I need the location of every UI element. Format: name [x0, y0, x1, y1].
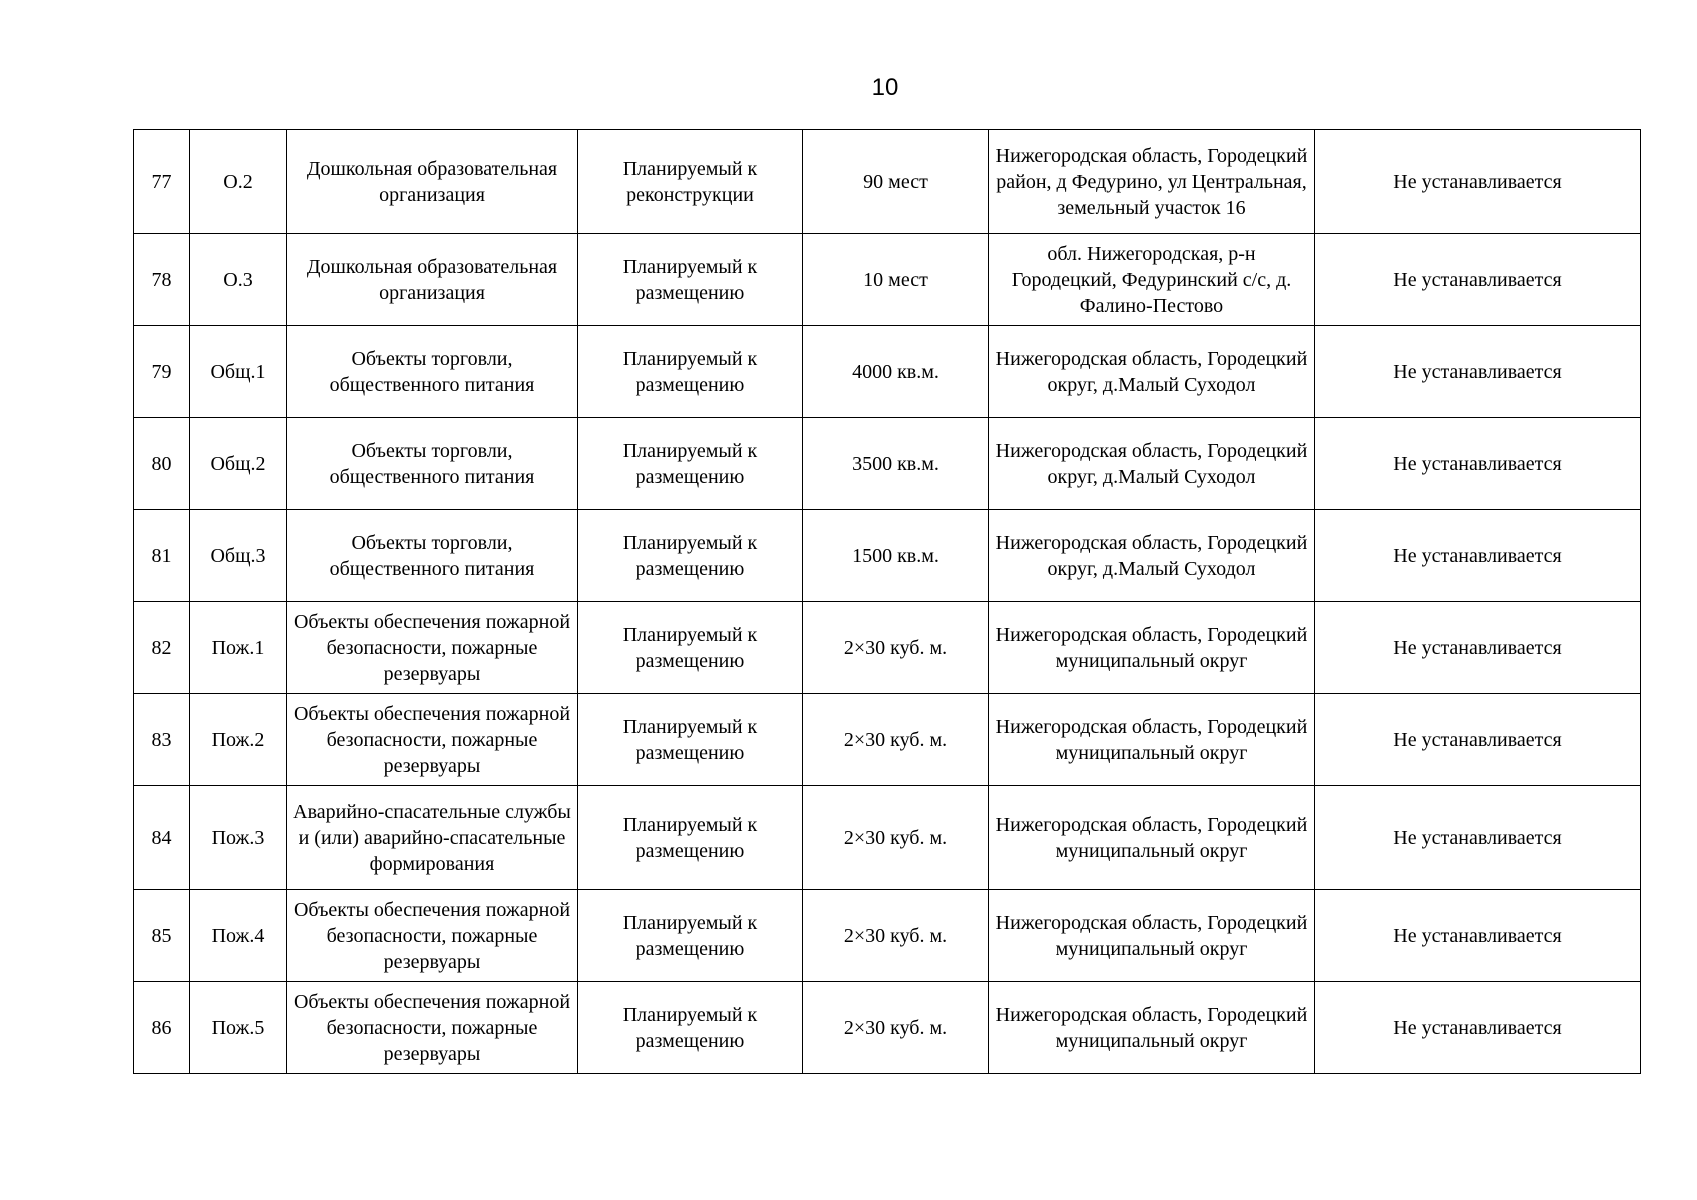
object-location: Нижегородская область, Городецкий округ, д.Малый Суходол — [989, 510, 1315, 602]
object-status: Планируемый к размещению — [578, 418, 803, 510]
row-number: 84 — [134, 786, 190, 890]
object-location: Нижегородская область, Городецкий муниципальный округ — [989, 694, 1315, 786]
table-row — [134, 234, 1641, 326]
object-capacity: 2×30 куб. м. — [803, 694, 989, 786]
row-number: 77 — [134, 130, 190, 234]
object-capacity: 1500 кв.м. — [803, 510, 989, 602]
row-number: 86 — [134, 982, 190, 1074]
object-zone: Не устанавливается — [1315, 130, 1641, 234]
object-location: Нижегородская область, Городецкий район, д Федурино, ул Центральная, земельный участок 16 — [989, 130, 1315, 234]
object-location: Нижегородская область, Городецкий муниципальный округ — [989, 890, 1315, 982]
object-code: Пож.3 — [190, 786, 287, 890]
object-zone: Не устанавливается — [1315, 418, 1641, 510]
object-code: Пож.2 — [190, 694, 287, 786]
object-code: Пож.5 — [190, 982, 287, 1074]
object-name: Объекты обеспечения пожарной безопасности, пожарные резервуары — [287, 982, 578, 1074]
row-number: 82 — [134, 602, 190, 694]
page-number: 10 — [871, 74, 899, 101]
object-name: Объекты торговли, общественного питания — [287, 418, 578, 510]
object-location: Нижегородская область, Городецкий округ, д.Малый Суходол — [989, 326, 1315, 418]
object-capacity: 2×30 куб. м. — [803, 602, 989, 694]
object-status: Планируемый к размещению — [578, 510, 803, 602]
object-location: Нижегородская область, Городецкий муниципальный округ — [989, 786, 1315, 890]
table-row — [134, 982, 1641, 1074]
object-zone: Не устанавливается — [1315, 786, 1641, 890]
table-row — [134, 602, 1641, 694]
object-code: О.2 — [190, 130, 287, 234]
object-zone: Не устанавливается — [1315, 694, 1641, 786]
object-capacity: 4000 кв.м. — [803, 326, 989, 418]
object-capacity: 3500 кв.м. — [803, 418, 989, 510]
object-status: Планируемый к размещению — [578, 890, 803, 982]
object-status: Планируемый к размещению — [578, 786, 803, 890]
objects-table — [133, 129, 1641, 1074]
object-status: Планируемый к размещению — [578, 602, 803, 694]
object-status: Планируемый к реконструкции — [578, 130, 803, 234]
object-code: Общ.1 — [190, 326, 287, 418]
row-number: 81 — [134, 510, 190, 602]
object-capacity: 2×30 куб. м. — [803, 890, 989, 982]
object-zone: Не устанавливается — [1315, 890, 1641, 982]
table-row — [134, 130, 1641, 234]
table-row — [134, 694, 1641, 786]
table-row — [134, 326, 1641, 418]
object-name: Объекты обеспечения пожарной безопасности, пожарные резервуары — [287, 694, 578, 786]
row-number: 80 — [134, 418, 190, 510]
object-status: Планируемый к размещению — [578, 694, 803, 786]
object-name: Объекты обеспечения пожарной безопасности, пожарные резервуары — [287, 602, 578, 694]
object-location: Нижегородская область, Городецкий муниципальный округ — [989, 982, 1315, 1074]
row-number: 78 — [134, 234, 190, 326]
object-zone: Не устанавливается — [1315, 510, 1641, 602]
object-location: Нижегородская область, Городецкий округ, д.Малый Суходол — [989, 418, 1315, 510]
object-name: Дошкольная образовательная организация — [287, 234, 578, 326]
object-location: Нижегородская область, Городецкий муниципальный округ — [989, 602, 1315, 694]
object-zone: Не устанавливается — [1315, 234, 1641, 326]
object-name: Аварийно-спасательные службы и (или) аварийно-спасательные формирования — [287, 786, 578, 890]
object-code: Общ.2 — [190, 418, 287, 510]
object-capacity: 2×30 куб. м. — [803, 982, 989, 1074]
table-row — [134, 786, 1641, 890]
object-code: Общ.3 — [190, 510, 287, 602]
object-capacity: 90 мест — [803, 130, 989, 234]
table-row — [134, 510, 1641, 602]
table-row — [134, 418, 1641, 510]
object-status: Планируемый к размещению — [578, 982, 803, 1074]
row-number: 85 — [134, 890, 190, 982]
object-code: О.3 — [190, 234, 287, 326]
row-number: 79 — [134, 326, 190, 418]
object-code: Пож.1 — [190, 602, 287, 694]
table-row — [134, 890, 1641, 982]
object-zone: Не устанавливается — [1315, 982, 1641, 1074]
object-capacity: 2×30 куб. м. — [803, 786, 989, 890]
object-capacity: 10 мест — [803, 234, 989, 326]
object-location: обл. Нижегородская, р-н Городецкий, Федуринский с/с, д. Фалино-Пестово — [989, 234, 1315, 326]
object-name: Объекты торговли, общественного питания — [287, 326, 578, 418]
object-status: Планируемый к размещению — [578, 326, 803, 418]
object-name: Дошкольная образовательная организация — [287, 130, 578, 234]
object-name: Объекты обеспечения пожарной безопасности, пожарные резервуары — [287, 890, 578, 982]
object-zone: Не устанавливается — [1315, 326, 1641, 418]
row-number: 83 — [134, 694, 190, 786]
object-name: Объекты торговли, общественного питания — [287, 510, 578, 602]
object-zone: Не устанавливается — [1315, 602, 1641, 694]
object-code: Пож.4 — [190, 890, 287, 982]
object-status: Планируемый к размещению — [578, 234, 803, 326]
